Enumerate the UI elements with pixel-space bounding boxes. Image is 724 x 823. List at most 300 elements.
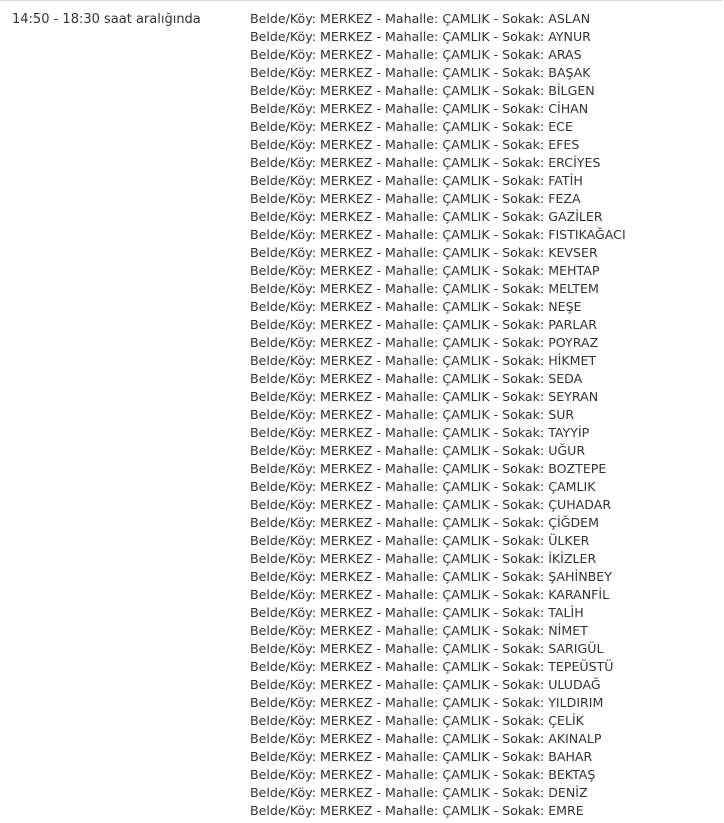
belde-value: MERKEZ — [320, 533, 373, 548]
list-item — [250, 694, 626, 712]
mahalle-label: Mahalle: — [385, 353, 439, 368]
separator: - — [376, 389, 381, 404]
separator: - — [493, 83, 499, 98]
mahalle-label: Mahalle: — [385, 29, 439, 44]
belde-label: Belde/Köy: — [250, 641, 316, 656]
sokak-label: Sokak: — [502, 137, 545, 152]
mahalle-value: ÇAMLIK — [442, 29, 490, 44]
street-name: TALİH — [548, 605, 584, 620]
belde-value: MERKEZ — [320, 101, 373, 116]
belde-value: MERKEZ — [320, 695, 373, 710]
sokak-label: Sokak: — [502, 767, 545, 782]
list-item — [250, 136, 626, 154]
mahalle-label: Mahalle: — [385, 101, 439, 116]
street-name: ARAS — [548, 47, 582, 62]
separator: - — [493, 731, 499, 746]
street-name: UĞUR — [548, 443, 586, 458]
belde-value: MERKEZ — [320, 425, 373, 440]
list-item — [250, 100, 626, 118]
mahalle-label: Mahalle: — [385, 65, 439, 80]
mahalle-value: ÇAMLIK — [442, 425, 490, 440]
list-item — [250, 28, 626, 46]
sokak-label: Sokak: — [502, 407, 545, 422]
list-item — [250, 244, 626, 262]
separator: - — [376, 767, 381, 782]
belde-value: MERKEZ — [320, 461, 373, 476]
mahalle-value: ÇAMLIK — [442, 641, 490, 656]
street-list — [250, 10, 626, 820]
separator: - — [376, 119, 381, 134]
belde-label: Belde/Köy: — [250, 191, 316, 206]
list-item — [250, 604, 626, 622]
belde-label: Belde/Köy: — [250, 659, 316, 674]
separator: - — [376, 407, 381, 422]
mahalle-label: Mahalle: — [385, 569, 439, 584]
street-name: KARANFİL — [548, 587, 610, 602]
street-name: ŞAHİNBEY — [548, 569, 612, 584]
mahalle-value: ÇAMLIK — [442, 137, 490, 152]
separator: - — [376, 785, 381, 800]
street-name: MEHTAP — [548, 263, 600, 278]
list-item — [250, 10, 626, 28]
separator: - — [493, 317, 499, 332]
sokak-label: Sokak: — [502, 659, 545, 674]
sokak-label: Sokak: — [502, 191, 545, 206]
mahalle-value: ÇAMLIK — [442, 767, 490, 782]
sokak-label: Sokak: — [502, 101, 545, 116]
list-item — [250, 640, 626, 658]
mahalle-label: Mahalle: — [385, 731, 439, 746]
belde-value: MERKEZ — [320, 479, 373, 494]
street-name: BAHAR — [548, 749, 593, 764]
separator: - — [376, 281, 381, 296]
sokak-label: Sokak: — [502, 587, 545, 602]
mahalle-value: ÇAMLIK — [442, 281, 490, 296]
belde-label: Belde/Köy: — [250, 11, 316, 26]
separator: - — [493, 245, 499, 260]
separator: - — [376, 587, 381, 602]
mahalle-value: ÇAMLIK — [442, 101, 490, 116]
mahalle-value: ÇAMLIK — [442, 191, 490, 206]
mahalle-label: Mahalle: — [385, 497, 439, 512]
mahalle-label: Mahalle: — [385, 425, 439, 440]
street-name: SEYRAN — [548, 389, 599, 404]
belde-value: MERKEZ — [320, 227, 373, 242]
street-name: AYNUR — [548, 29, 591, 44]
belde-value: MERKEZ — [320, 785, 373, 800]
separator: - — [493, 209, 499, 224]
street-name: ASLAN — [548, 11, 591, 26]
separator: - — [376, 353, 381, 368]
belde-label: Belde/Köy: — [250, 749, 316, 764]
belde-label: Belde/Köy: — [250, 173, 316, 188]
street-name: TAYYİP — [548, 425, 590, 440]
sokak-label: Sokak: — [502, 515, 545, 530]
belde-label: Belde/Köy: — [250, 407, 316, 422]
belde-value: MERKEZ — [320, 83, 373, 98]
separator: - — [493, 695, 499, 710]
sokak-label: Sokak: — [502, 677, 545, 692]
street-name: ÇELİK — [548, 713, 584, 728]
street-name: PARLAR — [548, 317, 598, 332]
mahalle-label: Mahalle: — [385, 677, 439, 692]
separator: - — [493, 407, 499, 422]
list-item — [250, 784, 626, 802]
belde-value: MERKEZ — [320, 245, 373, 260]
sokak-label: Sokak: — [502, 551, 545, 566]
street-name: SEDA — [548, 371, 583, 386]
list-item — [250, 748, 626, 766]
sokak-label: Sokak: — [502, 641, 545, 656]
separator: - — [376, 731, 381, 746]
separator: - — [376, 137, 381, 152]
mahalle-label: Mahalle: — [385, 47, 439, 62]
list-item — [250, 370, 626, 388]
belde-label: Belde/Köy: — [250, 137, 316, 152]
separator: - — [493, 713, 499, 728]
separator: - — [493, 587, 499, 602]
separator: - — [493, 65, 499, 80]
sokak-label: Sokak: — [502, 425, 545, 440]
sokak-label: Sokak: — [502, 47, 545, 62]
mahalle-value: ÇAMLIK — [442, 569, 490, 584]
separator: - — [493, 101, 499, 116]
belde-value: MERKEZ — [320, 191, 373, 206]
separator: - — [493, 119, 499, 134]
belde-value: MERKEZ — [320, 659, 373, 674]
separator: - — [376, 803, 381, 818]
separator: - — [493, 641, 499, 656]
separator: - — [376, 65, 381, 80]
mahalle-value: ÇAMLIK — [442, 785, 490, 800]
sokak-label: Sokak: — [502, 443, 545, 458]
list-item — [250, 352, 626, 370]
belde-value: MERKEZ — [320, 317, 373, 332]
belde-label: Belde/Köy: — [250, 29, 316, 44]
sokak-label: Sokak: — [502, 533, 545, 548]
sokak-label: Sokak: — [502, 371, 545, 386]
separator: - — [493, 371, 499, 386]
separator: - — [376, 299, 381, 314]
mahalle-label: Mahalle: — [385, 659, 439, 674]
sokak-label: Sokak: — [502, 317, 545, 332]
separator: - — [493, 497, 499, 512]
time-range-label: 14:50 - 18:30 saat aralığında — [12, 12, 201, 27]
separator: - — [493, 155, 499, 170]
mahalle-value: ÇAMLIK — [442, 389, 490, 404]
belde-value: MERKEZ — [320, 335, 373, 350]
belde-value: MERKEZ — [320, 371, 373, 386]
belde-value: MERKEZ — [320, 353, 373, 368]
sokak-label: Sokak: — [502, 209, 545, 224]
belde-value: MERKEZ — [320, 713, 373, 728]
sokak-label: Sokak: — [502, 227, 545, 242]
mahalle-value: ÇAMLIK — [442, 299, 490, 314]
mahalle-value: ÇAMLIK — [442, 515, 490, 530]
street-name: ERCİYES — [548, 155, 601, 170]
list-item — [250, 316, 626, 334]
list-item — [250, 712, 626, 730]
belde-value: MERKEZ — [320, 443, 373, 458]
separator: - — [376, 101, 381, 116]
list-item — [250, 334, 626, 352]
mahalle-value: ÇAMLIK — [442, 317, 490, 332]
belde-label: Belde/Köy: — [250, 731, 316, 746]
separator: - — [493, 335, 499, 350]
belde-value: MERKEZ — [320, 155, 373, 170]
list-item — [250, 172, 626, 190]
belde-value: MERKEZ — [320, 623, 373, 638]
list-item — [250, 496, 626, 514]
belde-value: MERKEZ — [320, 65, 373, 80]
belde-label: Belde/Köy: — [250, 371, 316, 386]
street-name: HİKMET — [548, 353, 597, 368]
belde-value: MERKEZ — [320, 749, 373, 764]
sokak-label: Sokak: — [502, 173, 545, 188]
belde-value: MERKEZ — [320, 569, 373, 584]
mahalle-value: ÇAMLIK — [442, 731, 490, 746]
belde-label: Belde/Köy: — [250, 479, 316, 494]
street-name: SARIGÜL — [548, 641, 604, 656]
mahalle-value: ÇAMLIK — [442, 803, 490, 818]
separator: - — [493, 803, 499, 818]
list-item — [250, 622, 626, 640]
mahalle-label: Mahalle: — [385, 461, 439, 476]
belde-value: MERKEZ — [320, 767, 373, 782]
sokak-label: Sokak: — [502, 695, 545, 710]
belde-value: MERKEZ — [320, 29, 373, 44]
mahalle-label: Mahalle: — [385, 515, 439, 530]
separator: - — [376, 677, 381, 692]
street-name: KEVSER — [548, 245, 598, 260]
belde-label: Belde/Köy: — [250, 551, 316, 566]
mahalle-label: Mahalle: — [385, 785, 439, 800]
separator: - — [493, 47, 499, 62]
belde-label: Belde/Köy: — [250, 119, 316, 134]
separator: - — [376, 569, 381, 584]
belde-value: MERKEZ — [320, 515, 373, 530]
street-name: ÜLKER — [548, 533, 590, 548]
belde-label: Belde/Köy: — [250, 263, 316, 278]
belde-label: Belde/Köy: — [250, 227, 316, 242]
list-item — [250, 766, 626, 784]
separator: - — [376, 533, 381, 548]
separator: - — [493, 299, 499, 314]
mahalle-value: ÇAMLIK — [442, 407, 490, 422]
mahalle-label: Mahalle: — [385, 389, 439, 404]
belde-label: Belde/Köy: — [250, 335, 316, 350]
separator: - — [376, 425, 381, 440]
mahalle-value: ÇAMLIK — [442, 11, 490, 26]
belde-label: Belde/Köy: — [250, 767, 316, 782]
list-item — [250, 406, 626, 424]
mahalle-label: Mahalle: — [385, 137, 439, 152]
sokak-label: Sokak: — [502, 479, 545, 494]
top-divider — [0, 0, 722, 1]
street-name: CİHAN — [548, 101, 589, 116]
belde-label: Belde/Köy: — [250, 569, 316, 584]
sokak-label: Sokak: — [502, 299, 545, 314]
separator: - — [376, 695, 381, 710]
separator: - — [493, 461, 499, 476]
sokak-label: Sokak: — [502, 731, 545, 746]
street-name: DENİZ — [548, 785, 588, 800]
mahalle-label: Mahalle: — [385, 713, 439, 728]
list-item — [250, 568, 626, 586]
sokak-label: Sokak: — [502, 713, 545, 728]
belde-label: Belde/Köy: — [250, 443, 316, 458]
street-name: POYRAZ — [548, 335, 599, 350]
belde-label: Belde/Köy: — [250, 515, 316, 530]
belde-value: MERKEZ — [320, 407, 373, 422]
separator: - — [376, 749, 381, 764]
separator: - — [376, 317, 381, 332]
separator: - — [376, 83, 381, 98]
separator: - — [376, 29, 381, 44]
belde-label: Belde/Köy: — [250, 281, 316, 296]
mahalle-value: ÇAMLIK — [442, 119, 490, 134]
mahalle-value: ÇAMLIK — [442, 587, 490, 602]
street-name: GAZİLER — [548, 209, 603, 224]
list-item — [250, 208, 626, 226]
mahalle-value: ÇAMLIK — [442, 605, 490, 620]
belde-label: Belde/Köy: — [250, 695, 316, 710]
mahalle-label: Mahalle: — [385, 173, 439, 188]
mahalle-label: Mahalle: — [385, 443, 439, 458]
mahalle-label: Mahalle: — [385, 803, 439, 818]
mahalle-value: ÇAMLIK — [442, 155, 490, 170]
sokak-label: Sokak: — [502, 569, 545, 584]
street-name: ÇAMLIK — [548, 479, 596, 494]
belde-label: Belde/Köy: — [250, 47, 316, 62]
mahalle-label: Mahalle: — [385, 119, 439, 134]
separator: - — [493, 677, 499, 692]
separator: - — [493, 767, 499, 782]
mahalle-label: Mahalle: — [385, 767, 439, 782]
list-item — [250, 442, 626, 460]
belde-value: MERKEZ — [320, 47, 373, 62]
mahalle-label: Mahalle: — [385, 605, 439, 620]
list-item — [250, 64, 626, 82]
separator: - — [376, 515, 381, 530]
mahalle-value: ÇAMLIK — [442, 713, 490, 728]
street-name: YILDIRIM — [548, 695, 604, 710]
belde-label: Belde/Köy: — [250, 353, 316, 368]
belde-value: MERKEZ — [320, 299, 373, 314]
mahalle-label: Mahalle: — [385, 245, 439, 260]
separator: - — [493, 623, 499, 638]
sokak-label: Sokak: — [502, 353, 545, 368]
mahalle-value: ÇAMLIK — [442, 335, 490, 350]
mahalle-value: ÇAMLIK — [442, 497, 490, 512]
mahalle-value: ÇAMLIK — [442, 173, 490, 188]
list-item — [250, 280, 626, 298]
mahalle-value: ÇAMLIK — [442, 659, 490, 674]
street-name: SUR — [548, 407, 575, 422]
list-item — [250, 262, 626, 280]
mahalle-label: Mahalle: — [385, 83, 439, 98]
separator: - — [493, 137, 499, 152]
separator: - — [493, 425, 499, 440]
street-name: EFES — [548, 137, 580, 152]
street-name: NEŞE — [548, 299, 582, 314]
separator: - — [376, 155, 381, 170]
belde-label: Belde/Köy: — [250, 713, 316, 728]
list-item — [250, 658, 626, 676]
street-name: ULUDAĞ — [548, 677, 601, 692]
separator: - — [493, 227, 499, 242]
sokak-label: Sokak: — [502, 497, 545, 512]
list-item — [250, 478, 626, 496]
belde-label: Belde/Köy: — [250, 533, 316, 548]
belde-value: MERKEZ — [320, 605, 373, 620]
separator: - — [493, 11, 499, 26]
list-item — [250, 226, 626, 244]
list-item — [250, 424, 626, 442]
mahalle-label: Mahalle: — [385, 641, 439, 656]
separator: - — [376, 497, 381, 512]
mahalle-label: Mahalle: — [385, 479, 439, 494]
mahalle-label: Mahalle: — [385, 533, 439, 548]
list-item — [250, 298, 626, 316]
mahalle-value: ÇAMLIK — [442, 623, 490, 638]
belde-value: MERKEZ — [320, 119, 373, 134]
belde-value: MERKEZ — [320, 731, 373, 746]
mahalle-value: ÇAMLIK — [442, 443, 490, 458]
mahalle-value: ÇAMLIK — [442, 245, 490, 260]
mahalle-label: Mahalle: — [385, 227, 439, 242]
separator: - — [376, 335, 381, 350]
belde-label: Belde/Köy: — [250, 317, 316, 332]
list-item — [250, 460, 626, 478]
belde-label: Belde/Köy: — [250, 677, 316, 692]
belde-value: MERKEZ — [320, 641, 373, 656]
separator: - — [376, 173, 381, 188]
belde-value: MERKEZ — [320, 281, 373, 296]
street-name: BAŞAK — [548, 65, 591, 80]
belde-label: Belde/Köy: — [250, 461, 316, 476]
belde-value: MERKEZ — [320, 209, 373, 224]
list-item — [250, 730, 626, 748]
sokak-label: Sokak: — [502, 461, 545, 476]
list-item — [250, 154, 626, 172]
street-name: FISTIKAĞACI — [548, 227, 626, 242]
street-name: İKİZLER — [548, 551, 597, 566]
separator: - — [376, 263, 381, 278]
street-name: ÇİĞDEM — [548, 515, 599, 530]
street-name: BOZTEPE — [548, 461, 607, 476]
mahalle-value: ÇAMLIK — [442, 83, 490, 98]
list-item — [250, 550, 626, 568]
separator: - — [493, 479, 499, 494]
separator: - — [376, 209, 381, 224]
sokak-label: Sokak: — [502, 11, 545, 26]
belde-label: Belde/Köy: — [250, 389, 316, 404]
separator: - — [493, 749, 499, 764]
mahalle-value: ÇAMLIK — [442, 677, 490, 692]
separator: - — [376, 443, 381, 458]
separator: - — [376, 659, 381, 674]
list-item — [250, 532, 626, 550]
belde-label: Belde/Köy: — [250, 299, 316, 314]
separator: - — [376, 641, 381, 656]
mahalle-label: Mahalle: — [385, 11, 439, 26]
mahalle-value: ÇAMLIK — [442, 65, 490, 80]
list-item — [250, 388, 626, 406]
belde-label: Belde/Köy: — [250, 65, 316, 80]
list-item — [250, 82, 626, 100]
belde-label: Belde/Köy: — [250, 101, 316, 116]
